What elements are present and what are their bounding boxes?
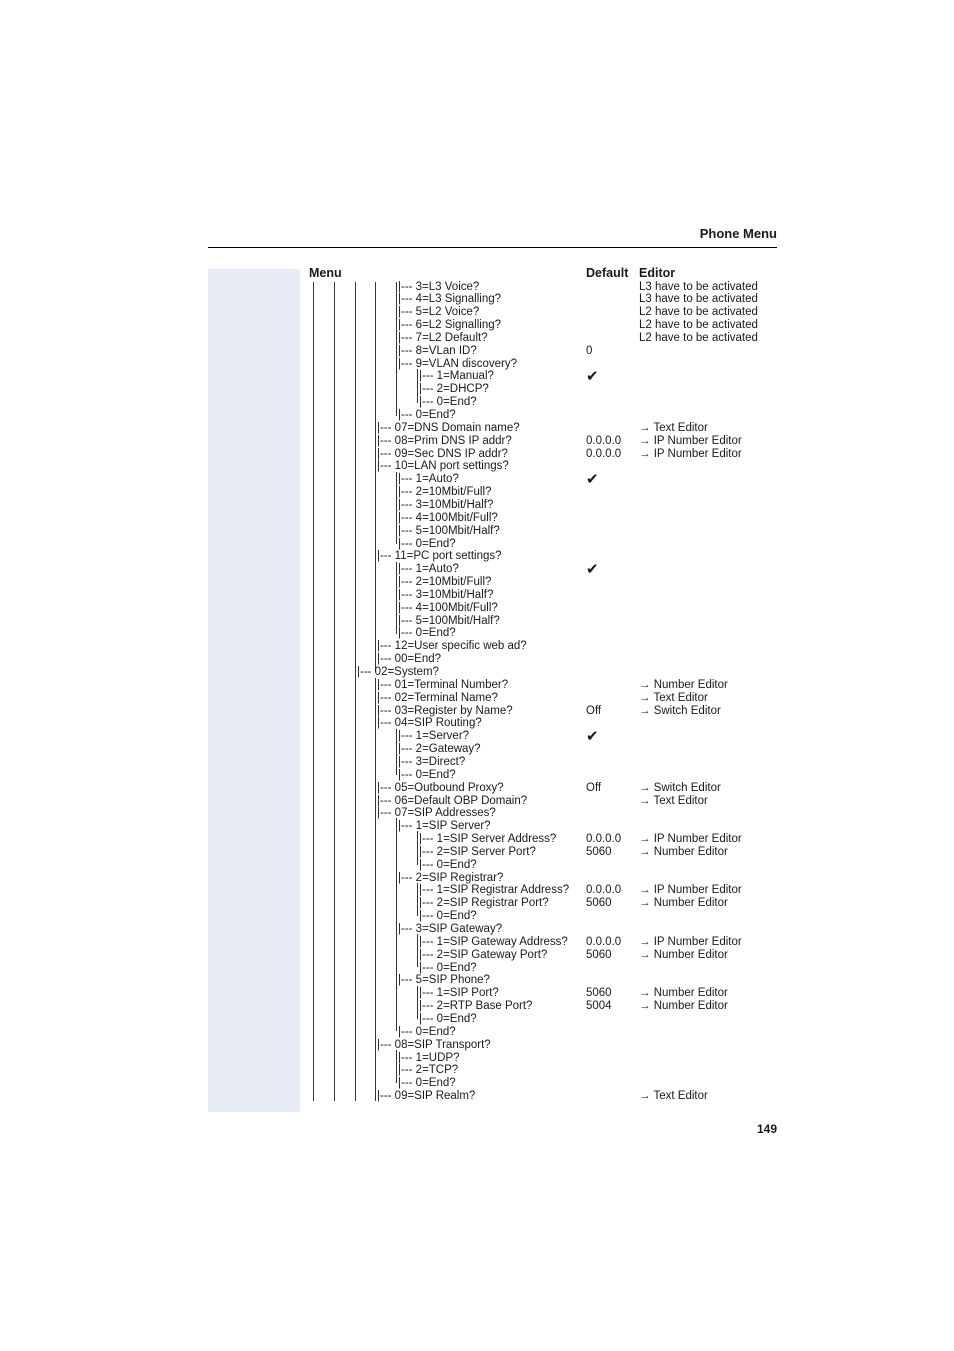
menu-row [0, 281, 954, 294]
menu-row [0, 550, 954, 563]
editor-value: → Text Editor [639, 1090, 708, 1103]
default-checkmark: ✔ [586, 471, 599, 489]
menu-item-label: |--- 5=100Mbit/Half? [398, 614, 500, 627]
menu-item-label: |--- 3=10Mbit/Half? [398, 588, 494, 601]
menu-row [0, 435, 954, 448]
menu-row [0, 499, 954, 512]
menu-item-label: |--- 00=End? [377, 653, 442, 666]
editor-value: → Number Editor [639, 678, 728, 691]
menu-row [0, 884, 954, 897]
menu-item-label: |--- 02=Terminal Name? [377, 691, 498, 704]
menu-row [0, 666, 954, 679]
default-value: 5060 [586, 948, 612, 961]
menu-row [0, 471, 954, 489]
menu-item-label: |--- 1=Auto? [398, 473, 459, 486]
editor-value: L2 have to be activated [639, 319, 758, 332]
menu-row [0, 368, 954, 386]
default-value: 0 [586, 344, 593, 357]
menu-item-label: |--- 04=SIP Routing? [377, 717, 482, 730]
default-checkmark: ✔ [586, 561, 599, 579]
menu-item-label: |--- 1=SIP Port? [419, 987, 499, 1000]
menu-row [0, 897, 954, 910]
menu-item-label: |--- 3=10Mbit/Half? [398, 498, 494, 511]
default-checkmark: ✔ [586, 368, 599, 386]
menu-item-label: |--- 0=End? [398, 537, 456, 550]
editor-value: → Number Editor [639, 1000, 728, 1013]
menu-item-label: |--- 06=Default OBP Domain? [377, 794, 528, 807]
page-number: 149 [756, 1122, 777, 1136]
menu-row [0, 589, 954, 602]
menu-item-label: |--- 3=L3 Voice? [398, 280, 480, 293]
editor-value: → IP Number Editor [639, 935, 742, 948]
menu-row [0, 615, 954, 628]
default-value: 5060 [586, 845, 612, 858]
default-value: 0.0.0.0 [586, 434, 622, 447]
menu-row [0, 974, 954, 987]
menu-item-label: |--- 02=System? [357, 666, 439, 678]
menu-item-label: |--- 2=10Mbit/Full? [398, 576, 492, 589]
default-value: 5004 [586, 1000, 612, 1013]
default-column-header: Default [586, 266, 629, 280]
menu-item-label: |--- 2=SIP Gateway Port? [419, 948, 548, 961]
menu-row [0, 306, 954, 319]
menu-row [0, 345, 954, 358]
menu-row [0, 409, 954, 422]
menu-item-label: |--- 1=SIP Registrar Address? [419, 884, 570, 897]
menu-item-label: |--- 12=User specific web ad? [377, 640, 527, 653]
menu-row [0, 448, 954, 461]
menu-row [0, 319, 954, 332]
default-checkmark: ✔ [586, 728, 599, 746]
editor-value: → Text Editor [639, 691, 708, 704]
menu-row [0, 358, 954, 371]
menu-item-label: |--- 4=L3 Signalling? [398, 293, 502, 306]
menu-item-label: |--- 4=100Mbit/Full? [398, 601, 498, 614]
menu-item-label: |--- 07=DNS Domain name? [377, 421, 520, 434]
menu-row [0, 1090, 954, 1103]
menu-item-label: |--- 2=SIP Registrar Port? [419, 897, 549, 910]
menu-item-label: |--- 2=SIP Registrar? [398, 871, 504, 884]
menu-item-label: |--- 7=L2 Default? [398, 331, 488, 344]
menu-row [0, 561, 954, 579]
menu-item-label: |--- 1=Auto? [398, 563, 459, 576]
menu-item-label: |--- 1=SIP Server? [398, 820, 491, 833]
menu-row [0, 538, 954, 551]
menu-item-label: |--- 09=SIP Realm? [377, 1090, 476, 1103]
menu-row [0, 859, 954, 872]
menu-item-label: |--- 0=End? [419, 858, 477, 871]
menu-item-label: |--- 07=SIP Addresses? [377, 807, 496, 820]
menu-row [0, 936, 954, 949]
menu-row [0, 653, 954, 666]
editor-value: → Number Editor [639, 897, 728, 910]
menu-item-label: |--- 10=LAN port settings? [377, 460, 509, 473]
menu-item-label: |--- 08=SIP Transport? [377, 1038, 491, 1051]
menu-column-header: Menu [309, 266, 342, 280]
menu-item-label: |--- 0=End? [398, 409, 456, 421]
menu-row [0, 705, 954, 718]
editor-value: → Switch Editor [639, 781, 721, 794]
menu-row [0, 679, 954, 692]
editor-value: → IP Number Editor [639, 833, 742, 846]
menu-item-label: |--- 0=End? [398, 1077, 456, 1090]
menu-item-label: |--- 1=Manual? [419, 370, 494, 383]
menu-row [0, 846, 954, 859]
menu-row [0, 717, 954, 730]
menu-item-label: |--- 2=SIP Server Port? [419, 845, 536, 858]
menu-row [0, 576, 954, 589]
menu-row [0, 782, 954, 795]
header-divider [208, 247, 777, 248]
menu-item-label: |--- 2=TCP? [398, 1064, 459, 1077]
menu-row [0, 987, 954, 1000]
menu-row [0, 756, 954, 769]
menu-row [0, 910, 954, 923]
menu-item-label: |--- 0=End? [419, 1012, 477, 1025]
menu-item-label: |--- 05=Outbound Proxy? [377, 781, 504, 794]
editor-value: → Number Editor [639, 845, 728, 858]
editor-column-header: Editor [639, 266, 676, 280]
editor-value: → IP Number Editor [639, 434, 742, 447]
menu-row [0, 1013, 954, 1026]
menu-row [0, 602, 954, 615]
menu-row [0, 807, 954, 820]
menu-row [0, 962, 954, 975]
menu-row [0, 872, 954, 885]
menu-item-label: |--- 2=DHCP? [419, 383, 489, 396]
editor-value: L3 have to be activated [639, 293, 758, 306]
menu-row [0, 1000, 954, 1013]
editor-value: → Text Editor [639, 794, 708, 807]
menu-item-label: |--- 3=Direct? [398, 755, 466, 768]
default-value: 5060 [586, 987, 612, 1000]
default-value: 0.0.0.0 [586, 447, 622, 460]
menu-row [0, 923, 954, 936]
menu-item-label: |--- 2=RTP Base Port? [419, 1000, 533, 1013]
menu-row [0, 383, 954, 396]
menu-item-label: |--- 08=Prim DNS IP addr? [377, 434, 512, 447]
default-value: 5060 [586, 897, 612, 910]
menu-row [0, 1039, 954, 1052]
menu-row [0, 512, 954, 525]
editor-value: → IP Number Editor [639, 447, 742, 460]
menu-item-label: |--- 0=End? [398, 768, 456, 781]
menu-item-label: |--- 03=Register by Name? [377, 704, 513, 717]
menu-item-label: |--- 1=UDP? [398, 1051, 460, 1064]
menu-row [0, 1026, 954, 1039]
editor-value: → IP Number Editor [639, 884, 742, 897]
editor-value: L3 have to be activated [639, 280, 758, 293]
default-value: Off [586, 781, 602, 794]
menu-row [0, 460, 954, 473]
menu-row [0, 743, 954, 756]
menu-row [0, 422, 954, 435]
menu-item-label: |--- 1=Server? [398, 730, 470, 743]
menu-item-label: |--- 3=SIP Gateway? [398, 923, 503, 935]
menu-row [0, 486, 954, 499]
menu-row [0, 1077, 954, 1090]
menu-row [0, 1052, 954, 1065]
menu-row [0, 640, 954, 653]
menu-item-label: |--- 5=100Mbit/Half? [398, 524, 500, 537]
menu-item-label: |--- 5=L2 Voice? [398, 306, 480, 319]
editor-value: → Switch Editor [639, 704, 721, 717]
menu-row [0, 769, 954, 782]
menu-item-label: |--- 11=PC port settings? [377, 550, 502, 563]
menu-row [0, 820, 954, 833]
menu-item-label: |--- 1=SIP Gateway Address? [419, 935, 568, 948]
menu-item-label: |--- 0=End? [419, 396, 477, 409]
menu-item-label: |--- 2=Gateway? [398, 743, 481, 756]
menu-item-label: |--- 0=End? [419, 910, 477, 923]
menu-item-label: |--- 09=Sec DNS IP addr? [377, 447, 508, 460]
menu-row [0, 833, 954, 846]
menu-row [0, 627, 954, 640]
menu-row [0, 525, 954, 538]
editor-value: → Number Editor [639, 987, 728, 1000]
menu-row [0, 692, 954, 705]
menu-row [0, 293, 954, 306]
menu-row [0, 728, 954, 746]
menu-row [0, 1064, 954, 1077]
default-value: 0.0.0.0 [586, 884, 622, 897]
menu-item-label: |--- 0=End? [398, 627, 456, 640]
menu-item-label: |--- 4=100Mbit/Full? [398, 511, 498, 524]
default-value: 0.0.0.0 [586, 833, 622, 846]
running-header: Phone Menu [699, 226, 777, 241]
menu-item-label: |--- 01=Terminal Number? [377, 678, 509, 691]
menu-row [0, 795, 954, 808]
editor-value: → Number Editor [639, 948, 728, 961]
editor-value: L2 have to be activated [639, 306, 758, 319]
menu-item-label: |--- 6=L2 Signalling? [398, 319, 502, 332]
menu-item-label: |--- 0=End? [419, 961, 477, 974]
menu-row [0, 396, 954, 409]
menu-item-label: |--- 5=SIP Phone? [398, 974, 490, 987]
editor-value: → Text Editor [639, 421, 708, 434]
default-value: 0.0.0.0 [586, 935, 622, 948]
menu-item-label: |--- 8=VLan ID? [398, 344, 477, 357]
editor-value: L2 have to be activated [639, 331, 758, 344]
menu-row [0, 332, 954, 345]
menu-item-label: |--- 2=10Mbit/Full? [398, 486, 492, 499]
menu-item-label: |--- 0=End? [398, 1025, 456, 1038]
menu-item-label: |--- 1=SIP Server Address? [419, 833, 557, 846]
menu-item-label: |--- 9=VLAN discovery? [398, 357, 517, 370]
default-value: Off [586, 704, 602, 717]
menu-row [0, 949, 954, 962]
